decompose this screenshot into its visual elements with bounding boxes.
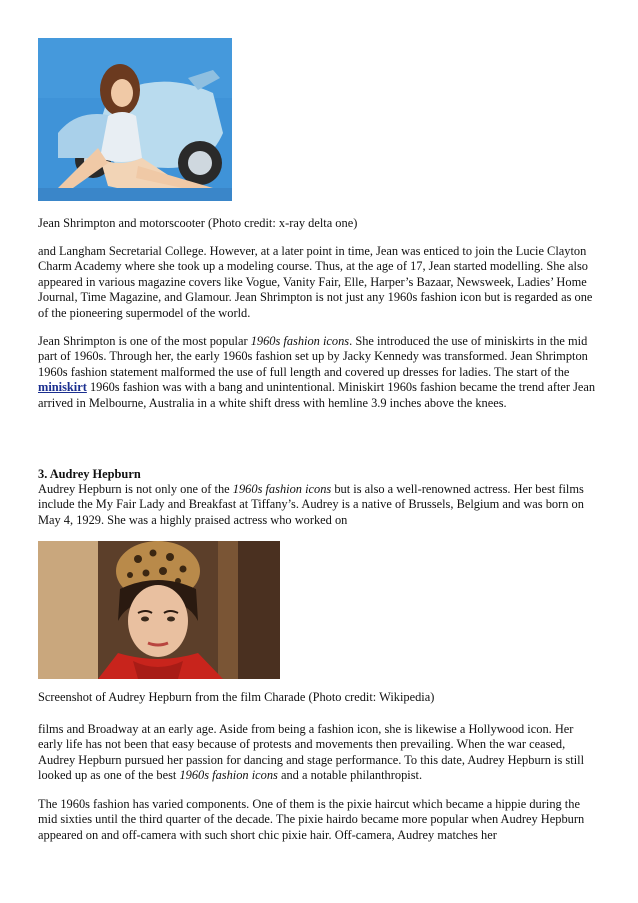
audrey-hepburn-photo bbox=[38, 541, 280, 679]
jean-shrimpton-photo bbox=[38, 38, 232, 201]
text-segment: . She introduced the use of miniskirts in the mid part of 1960s. Through her, the early 1960s fashion set up by Jacky Kennedy was transformed. Jean Shrimpton 1960s fashion statement malformed the use of full length and covered up dresses for ladies. The start of the bbox=[38, 334, 588, 379]
text-segment: but is also a well-renowned actress. Her best films include the My Fair Lady and Breakfast at Tiffany’s. Audrey is a native of Brussels, Belgium and was born on May 4, 1929. She was a highly praised actress who worked on bbox=[38, 482, 584, 527]
jean-shrimpton-illustration bbox=[38, 38, 232, 201]
jean-photo-caption: Jean Shrimpton and motorscooter (Photo credit: x-ray delta one) bbox=[38, 216, 358, 230]
section-heading-audrey-hepburn: 3. Audrey Hepburn bbox=[38, 467, 141, 481]
emphasis-fashion-icons: 1960s fashion icons bbox=[250, 334, 350, 348]
emphasis-fashion-icons: 1960s fashion icons bbox=[179, 768, 278, 783]
text-segment: and a notable philanthropist. bbox=[277, 768, 423, 783]
paragraph-audrey-intro bbox=[38, 482, 600, 528]
paragraph-pixie-haircut: The 1960s fashion has varied components. One of them is the pixie haircut which became a hippie during the mid sixties until the third quarter of the decade. The pixie hairdo became more popular when Audrey Hepburn appeared on and off-camera with such short chic pixie hair. Off-camera, Audrey matches her bbox=[38, 797, 585, 842]
audrey-hepburn-illustration bbox=[38, 541, 280, 679]
paragraph-jean-miniskirt bbox=[38, 334, 600, 411]
text-segment: 1960s fashion was with a bang and unintentional. Miniskirt 1960s fashion became the trend after Jean arrived in Melbourne, Australia in a white shift dress with hemline 3.9 inches above the knees. bbox=[38, 380, 596, 410]
miniskirt-link[interactable]: miniskirt bbox=[38, 380, 87, 395]
text-segment: Jean Shrimpton is one of the most popular bbox=[38, 334, 251, 348]
text-segment: Audrey Hepburn is not only one of the bbox=[38, 482, 233, 496]
text-segment: films and Broadway at an early age. Aside from being a fashion icon, she is likewise a Hollywood icon. Her early life has not been that easy because of protests and movements then prevailing. When the war ceased, Audrey Hepburn pursued her passion for dancing and stage performance. To this date, Audrey Hepburn is still looked up as one of the best bbox=[38, 722, 585, 783]
emphasis-fashion-icons: 1960s fashion icons bbox=[232, 482, 332, 496]
audrey-photo-caption: Screenshot of Audrey Hepburn from the film Charade (Photo credit: Wikipedia) bbox=[38, 690, 435, 704]
paragraph-jean-modelling: and Langham Secretarial College. However, at a later point in time, Jean was enticed to join the Lucie Clayton Charm Academy where she took up a modeling course. Thus, at the age of 17, Jean started modelling. She also appeared in various magazine covers like Vogue, Vanity Fair, Elle, Harper’s Bazaar, Newsweek, Ladies’ Home Journal, Time Magazine, and Glamour. Jean Shrimpton is not just any 1960s fashion icon but is regarded as one of the pioneering supermodel of the world. bbox=[38, 244, 593, 320]
paragraph-audrey-career bbox=[38, 722, 600, 784]
